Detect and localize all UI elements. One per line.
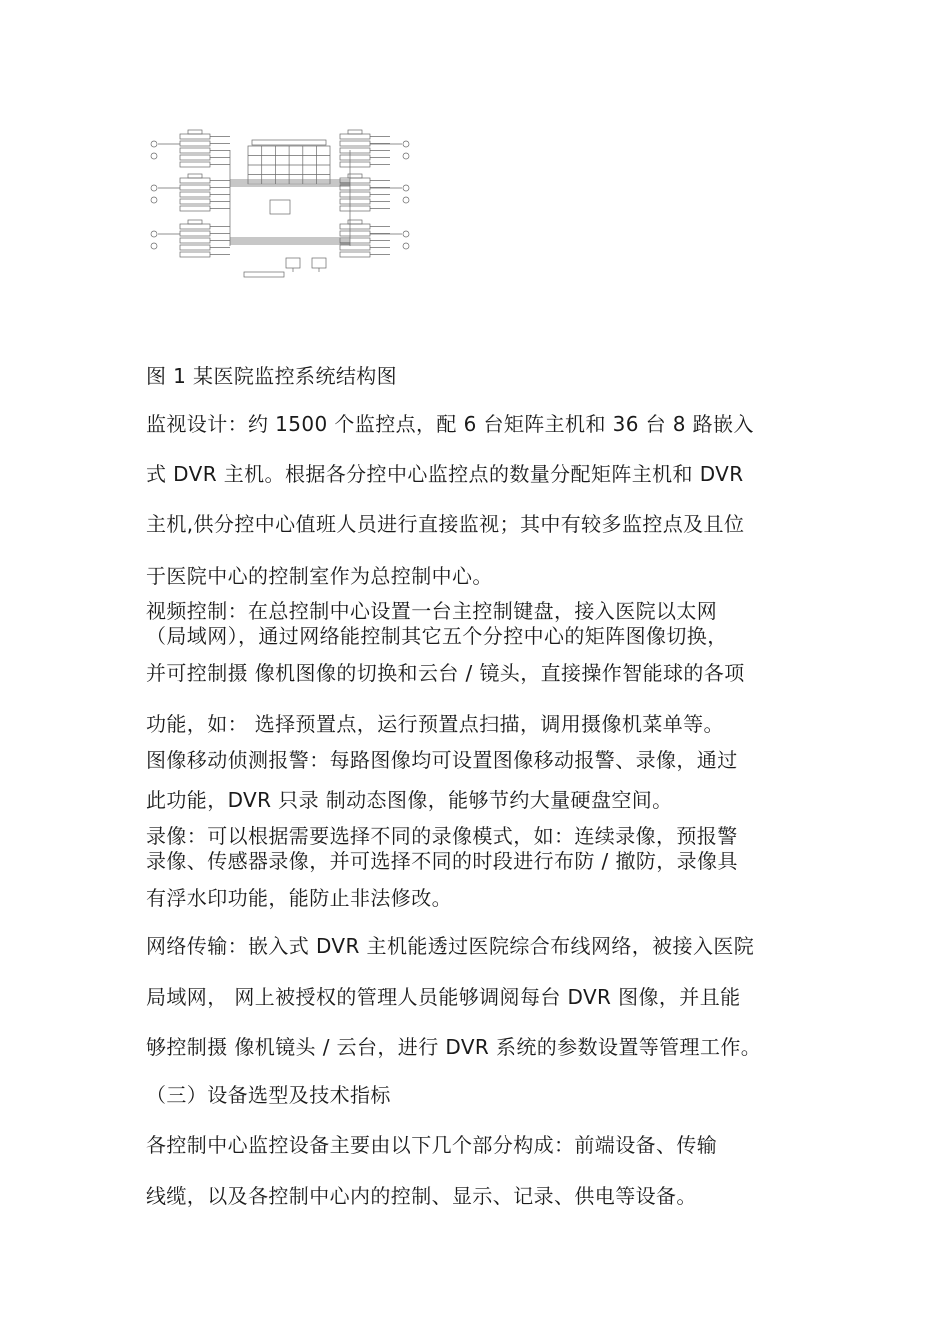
camera-icon [403,231,409,237]
device-box [180,148,210,153]
device-box [180,231,210,236]
paragraph-line: 功能，如： 选择预置点，运行预置点扫描，调用摄像机菜单等。 [146,712,724,736]
paragraph-line: 视频控制：在总控制中心设置一台主控制键盘，接入医院以太网 [146,599,718,623]
device-box [180,206,210,211]
device-box [340,134,370,139]
system-structure-diagram [140,120,440,300]
device-box [180,199,210,204]
subcenter-label-box [348,130,362,134]
monitor-icon [312,258,326,268]
diagram-graphic [140,120,440,300]
camera-icon [403,243,409,249]
camera-icon [151,141,157,147]
paragraph-line: 有浮水印功能，能防止非法修改。 [146,886,452,910]
device-box [340,199,370,204]
camera-icon [403,141,409,147]
paragraph-line: 此功能，DVR 只录 制动态图像，能够节约大量硬盘空间。 [146,788,673,812]
device-box [340,224,370,229]
subcenter-label-box [188,220,202,224]
device-box [180,192,210,197]
paragraph-line: 式 DVR 主机。根据各分控中心监控点的数量分配矩阵主机和 DVR [146,462,744,486]
server-box [270,200,290,214]
subcenter-label-box [188,174,202,178]
device-box [180,178,210,183]
camera-icon [151,231,157,237]
camera-icon [403,153,409,159]
device-box [180,238,210,243]
paragraph-line: 图像移动侦测报警：每路图像均可设置图像移动报警、录像，通过 [146,748,738,772]
device-box [180,185,210,190]
device-box [180,141,210,146]
device-box [180,162,210,167]
device-box [340,148,370,153]
device-box [180,252,210,257]
device-box [340,192,370,197]
device-box [340,252,370,257]
device-box [340,231,370,236]
subcenter-label-box [188,130,202,134]
paragraph-line: 录像：可以根据需要选择不同的录像模式，如：连续录像，预报警 [146,824,738,848]
paragraph-line: 线缆，以及各控制中心内的控制、显示、记录、供电等设备。 [146,1184,697,1208]
camera-icon [403,185,409,191]
device-box [340,245,370,250]
control-center-label-box [244,272,284,277]
switch-title-bar [252,140,326,145]
paragraph-line: （局域网），通过网络能控制其它五个分控中心的矩阵图像切换， [146,624,728,648]
paragraph-line: 于医院中心的控制室作为总控制中心。 [146,564,493,588]
figure-caption: 图 1 某医院监控系统结构图 [146,364,398,388]
device-box [340,206,370,211]
paragraph-line: 并可控制摄 像机图像的切换和云台 / 镜头，直接操作智能球的各项 [146,661,745,685]
paragraph-line: 各控制中心监控设备主要由以下几个部分构成：前端设备、传输 [146,1133,718,1157]
device-box [180,155,210,160]
device-box [180,134,210,139]
paragraph-line: 够控制摄 像机镜头 / 云台，进行 DVR 系统的参数设置等管理工作。 [146,1035,762,1059]
camera-icon [151,153,157,159]
camera-icon [151,197,157,203]
paragraph-line: 主机,供分控中心值班人员进行直接监视；其中有较多监控点及且位 [146,512,745,536]
paragraph-line: 监视设计：约 1500 个监控点，配 6 台矩阵主机和 36 台 8 路嵌入 [146,412,754,436]
device-box [340,141,370,146]
monitor-icon [286,258,300,268]
camera-icon [403,197,409,203]
paragraph-line: 网络传输：嵌入式 DVR 主机能透过医院综合布线网络，被接入医院 [146,934,755,958]
paragraph-line: 局域网， 网上被授权的管理人员能够调阅每台 DVR 图像，并且能 [146,985,741,1009]
device-box [340,155,370,160]
device-box [340,162,370,167]
device-box [180,224,210,229]
camera-icon [151,243,157,249]
paragraph-line: 录像、传感器录像，并可选择不同的时段进行布防 / 撤防，录像具 [146,849,738,873]
section-heading: （三）设备选型及技术指标 [146,1083,391,1107]
camera-icon [151,185,157,191]
device-box [180,245,210,250]
